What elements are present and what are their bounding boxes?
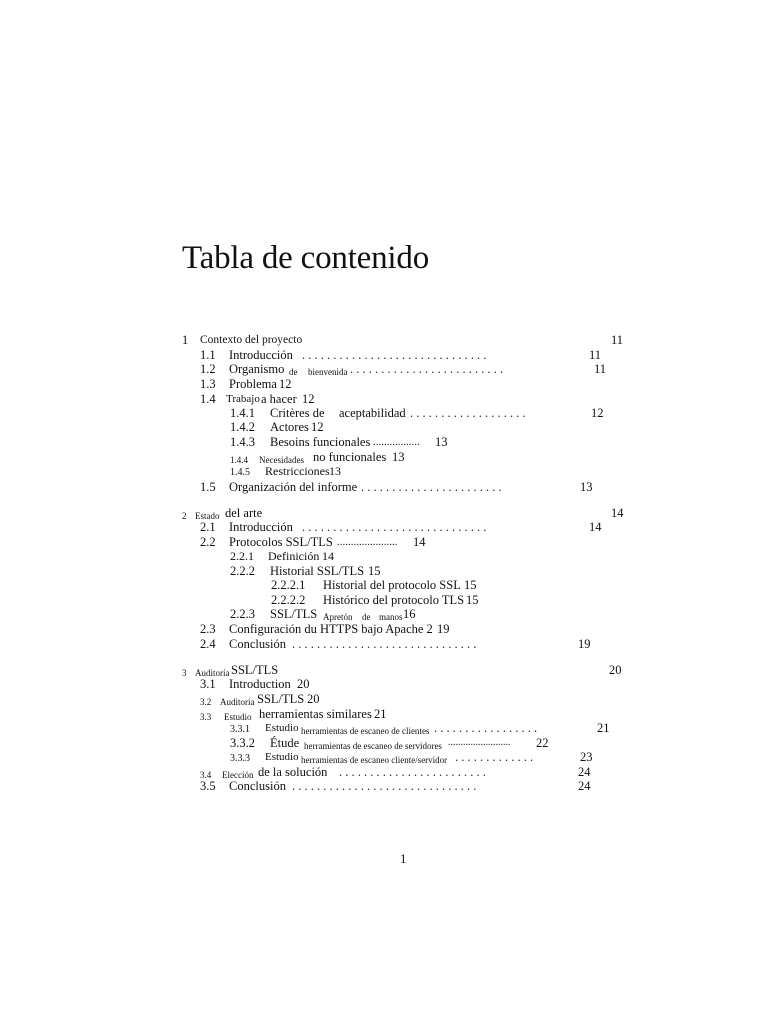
toc-title: Necesidades xyxy=(259,455,304,465)
toc-page: 16 xyxy=(403,607,416,621)
toc-leader-dots: . . . . . . . . . . . . . . . . . . . . . . . . . . . . . . xyxy=(302,348,487,362)
toc-leader-dots: ......................... xyxy=(448,737,511,748)
toc-page: 21 xyxy=(597,721,610,735)
toc-entry-3-3-3[interactable] xyxy=(0,749,768,765)
toc-entry-2-2-3[interactable] xyxy=(0,606,768,622)
toc-number: 1.5 xyxy=(200,480,216,494)
toc-page: 19 xyxy=(437,622,450,636)
toc-page: 13 xyxy=(580,480,593,494)
toc-page: 21 xyxy=(374,707,387,721)
toc-number: 3.3.3 xyxy=(230,753,250,764)
toc-page: 23 xyxy=(580,750,593,764)
toc-entry-chapter-1[interactable] xyxy=(0,332,768,348)
toc-title-part: herramientas similares xyxy=(259,707,372,721)
toc-number: 1.4.2 xyxy=(230,420,255,434)
toc-page: 15 xyxy=(368,564,381,578)
toc-entry-1-4-2[interactable] xyxy=(0,419,768,435)
toc-number: 3.3 xyxy=(200,712,212,722)
toc-title: Estudio xyxy=(265,722,299,734)
toc-number: 3 xyxy=(182,668,187,678)
page-number: 1 xyxy=(400,851,407,866)
toc-number: 3.5 xyxy=(200,779,216,793)
toc-page: 20 xyxy=(307,692,320,706)
toc-title: Conclusión xyxy=(229,779,286,793)
toc-title: Estado xyxy=(195,511,220,521)
toc-page: 19 xyxy=(578,637,591,651)
toc-title: Actores xyxy=(270,420,309,434)
toc-page: 11 xyxy=(611,333,624,347)
toc-number: 1.4.5 xyxy=(230,467,250,478)
toc-number: 1.4 xyxy=(200,392,216,406)
toc-number: 1.1 xyxy=(200,348,216,362)
toc-title-part: herramientas de escaneo de servidores xyxy=(304,741,442,751)
toc-entry-1-2[interactable] xyxy=(0,361,768,377)
toc-title: Definición xyxy=(268,549,320,563)
toc-number: 3.4 xyxy=(200,770,212,780)
toc-number: 1.4.1 xyxy=(230,406,255,420)
toc-leader-dots: . . . . . . . . . . . . . . . . . . . . . . . . . . . . . . xyxy=(292,637,477,651)
toc-title: Introducción xyxy=(229,348,293,362)
toc-title: Critères de xyxy=(270,406,325,420)
toc-page: 11 xyxy=(594,362,607,376)
toc-page: 13 xyxy=(329,464,341,478)
toc-entry-3-5[interactable] xyxy=(0,778,768,794)
toc-entry-2-1[interactable] xyxy=(0,519,768,535)
toc-entry-1-5[interactable] xyxy=(0,479,768,495)
toc-title-part: no funcionales xyxy=(313,450,387,464)
toc-entry-2-2-2-1[interactable] xyxy=(0,577,768,593)
toc-number: 2.1 xyxy=(200,520,216,534)
toc-title: Étude xyxy=(270,736,300,750)
toc-entry-3-2[interactable] xyxy=(0,691,768,707)
toc-page: 14 xyxy=(611,506,624,520)
toc-title: Auditoría xyxy=(220,697,255,707)
toc-title: Organismo xyxy=(229,362,285,376)
toc-number: 2.2.1 xyxy=(230,549,254,563)
toc-title: Problema xyxy=(229,377,277,391)
toc-number: 3.2 xyxy=(200,697,212,707)
toc-number: 2.4 xyxy=(200,637,216,651)
toc-title: SSL/TLS xyxy=(270,607,318,621)
toc-leader-dots: ...................... xyxy=(337,536,398,548)
toc-title: Besoins funcionales xyxy=(270,435,371,449)
toc-title-part: herramientas de escaneo cliente/servidor xyxy=(301,755,448,765)
toc-page: 14 xyxy=(413,535,426,549)
toc-page: 12 xyxy=(279,377,292,391)
toc-title: Historial del protocolo SSL xyxy=(323,578,461,592)
toc-title: Conclusión xyxy=(229,637,286,651)
toc-number: 3.1 xyxy=(200,677,216,691)
toc-entry-2-2-1[interactable] xyxy=(0,548,768,564)
toc-page: 24 xyxy=(578,779,591,793)
toc-entry-2-3[interactable] xyxy=(0,621,768,637)
toc-number: 1.3 xyxy=(200,377,216,391)
toc-number: 2 xyxy=(182,511,187,521)
toc-page: 13 xyxy=(435,435,448,449)
toc-title: Elección xyxy=(222,770,254,780)
toc-number: 2.2 xyxy=(200,535,216,549)
toc-page: 14 xyxy=(589,520,602,534)
toc-title: Histórico del protocolo TLS xyxy=(323,593,465,607)
toc-title-part: de xyxy=(362,612,371,622)
toc-leader-dots: . . . . . . . . . . . . . . . . . xyxy=(434,721,538,735)
toc-number: 2.2.2.1 xyxy=(271,578,306,592)
toc-entry-3-3-1[interactable] xyxy=(0,720,768,736)
toc-title-part: SSL/TLS xyxy=(231,663,279,677)
toc-number: 2.2.2 xyxy=(230,564,255,578)
toc-page: 15 xyxy=(466,593,479,607)
toc-page: 24 xyxy=(578,765,591,779)
toc-page: 13 xyxy=(392,450,405,464)
toc-entry-1-3[interactable] xyxy=(0,376,768,392)
toc-title-part: de la solución xyxy=(258,765,328,779)
toc-title: Estudio xyxy=(265,751,299,763)
toc-title-part: a hacer xyxy=(261,392,297,406)
toc-title: Organización del informe xyxy=(229,480,358,494)
toc-leader-dots: . . . . . . . . . . . . . . . . . . . . . . . . xyxy=(339,765,486,779)
toc-page: 12 xyxy=(591,406,604,420)
toc-leader-dots: . . . . . . . . . . . . . . . . . . . . . . . . . . . . . . xyxy=(302,520,487,534)
toc-leader-dots: ................. xyxy=(373,436,420,448)
toc-entry-1-4-5[interactable] xyxy=(0,463,768,479)
toc-number: 1.4.4 xyxy=(230,455,248,465)
toc-title: Introduction xyxy=(229,677,291,691)
toc-page: 22 xyxy=(536,736,549,750)
toc-title: Estudio xyxy=(224,712,252,722)
toc-title-part: manos xyxy=(379,612,403,622)
toc-page: 12 xyxy=(302,392,315,406)
toc-title: Historial SSL/TLS xyxy=(270,564,365,578)
toc-leader-dots: . . . . . . . . . . . . . . . . . . . . . . . xyxy=(361,480,502,494)
toc-number: 3.3.1 xyxy=(230,724,250,735)
toc-title: Protocolos SSL/TLS xyxy=(229,535,333,549)
toc-page: 20 xyxy=(609,663,622,677)
toc-title-part: Apretón xyxy=(323,612,353,622)
toc-page: 15 xyxy=(464,578,477,592)
toc-page: 12 xyxy=(311,420,324,434)
toc-leader-dots: . . . . . . . . . . . . . . . . . . . xyxy=(410,406,526,420)
toc-page: 20 xyxy=(297,677,310,691)
toc-entry-1-4-3[interactable] xyxy=(0,434,768,450)
toc-title: Restricciones xyxy=(265,464,330,478)
toc-title-part: bienvenida xyxy=(308,367,348,377)
toc-number: 2.2.2.2 xyxy=(271,593,306,607)
toc-number: 3.3.2 xyxy=(230,736,255,750)
toc-leader-dots: . . . . . . . . . . . . . xyxy=(455,750,534,764)
toc-page: 11 xyxy=(589,348,602,362)
toc-title: Configuración du HTTPS bajo Apache 2 xyxy=(229,622,433,636)
toc-leader-dots: . . . . . . . . . . . . . . . . . . . . . . . . . xyxy=(350,362,504,376)
toc-entry-3-1[interactable] xyxy=(0,676,768,692)
toc-title: Trabajo xyxy=(226,393,260,405)
toc-page: 14 xyxy=(322,549,334,563)
toc-title-part: SSL/TLS xyxy=(257,692,305,706)
toc-title-part: herramientas de escaneo de clientes xyxy=(301,726,430,736)
toc-number: 1.4.3 xyxy=(230,435,255,449)
toc-number: 1.2 xyxy=(200,362,216,376)
toc-title: Introducción xyxy=(229,520,293,534)
toc-title-part: aceptabilidad xyxy=(339,406,406,420)
toc-number: 2.2.3 xyxy=(230,607,255,621)
page-title: Tabla de contenido xyxy=(182,240,429,276)
toc-title: Auditoría xyxy=(195,668,230,678)
toc-number: 1 xyxy=(182,333,189,347)
toc-entry-2-4[interactable] xyxy=(0,636,768,652)
toc-title-part: de xyxy=(289,367,298,377)
toc-title: Contexto del proyecto xyxy=(200,334,303,346)
toc-leader-dots: . . . . . . . . . . . . . . . . . . . . . . . . . . . . . . xyxy=(292,779,477,793)
toc-number: 2.3 xyxy=(200,622,216,636)
toc-title-part: del arte xyxy=(225,506,263,520)
